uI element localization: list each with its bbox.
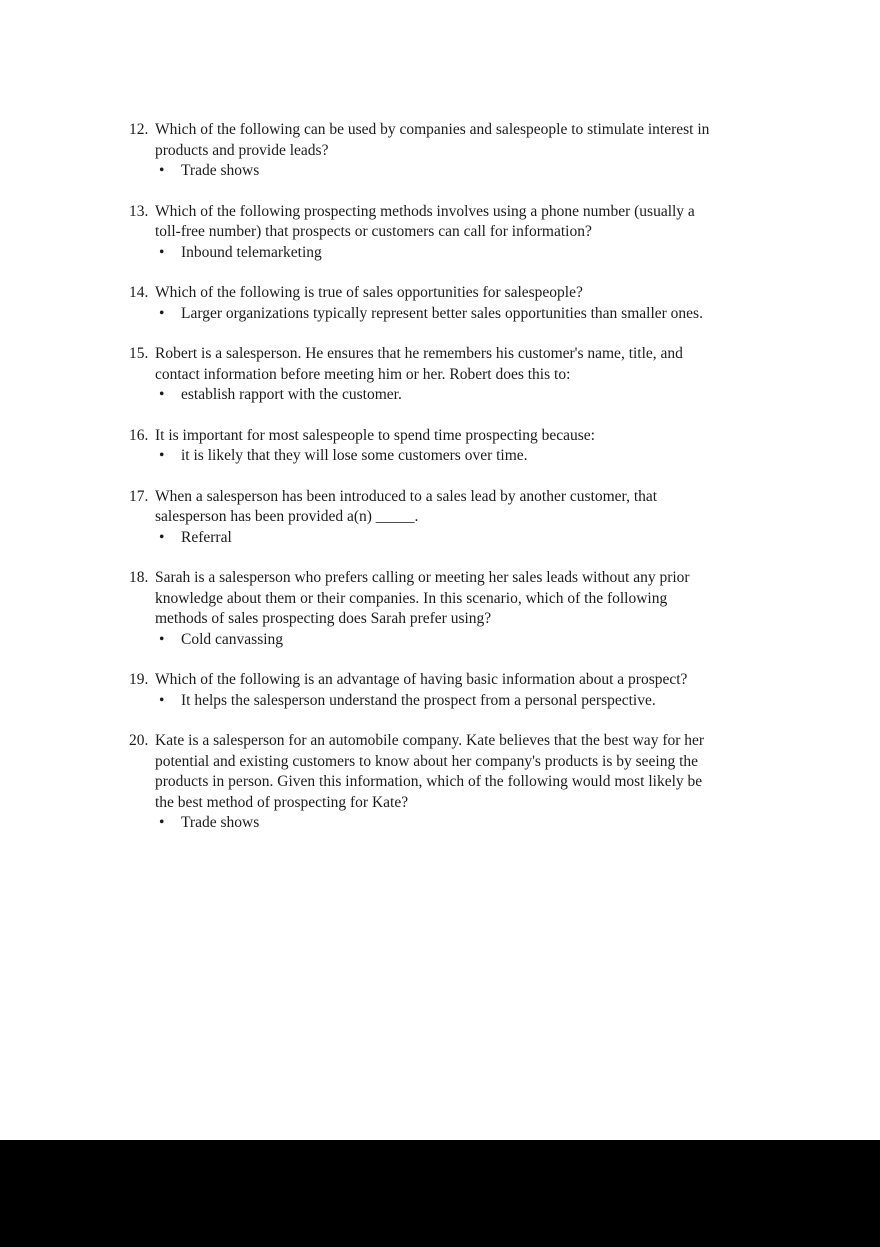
answer-list xyxy=(155,385,779,406)
question-text-line: Which of the following is an advantage of having basic information about a prospect? xyxy=(155,671,688,688)
question-number: 13. xyxy=(129,202,149,220)
question-number: 18. xyxy=(129,569,149,586)
answer-item xyxy=(155,446,779,467)
question-row xyxy=(129,120,779,182)
question-row xyxy=(129,568,779,650)
answer-text: it is likely that they will lose some customers over time. xyxy=(181,447,528,464)
answer-list xyxy=(155,813,779,834)
answer-item xyxy=(155,630,779,651)
question-text-line: products and provide leads? xyxy=(155,141,329,159)
question-text-line: When a salesperson has been introduced to a sales lead by another customer, that xyxy=(155,487,658,505)
question-text-line: potential and existing customers to know about her company's products is by seeing the xyxy=(155,752,699,770)
question-body xyxy=(155,283,779,324)
question-body xyxy=(155,426,779,467)
question-text-line: salesperson has been provided a(n) _____. xyxy=(155,508,419,525)
question-text-line: toll-free number) that prospects or customers can call for information? xyxy=(155,223,592,240)
bullet-icon: • xyxy=(159,630,165,648)
answer-list xyxy=(155,243,779,264)
answer-text: Larger organizations typically represent better sales opportunities than smaller ones. xyxy=(181,304,703,322)
question-text xyxy=(155,120,779,161)
answer-text: Referral xyxy=(181,528,232,546)
question-text-line: knowledge about them or their companies. In this scenario, which of the following xyxy=(155,589,668,607)
question-block xyxy=(129,487,779,549)
question-number: 15. xyxy=(129,345,149,362)
question-row xyxy=(129,670,779,711)
answer-item xyxy=(155,528,779,549)
question-number: 12. xyxy=(129,121,149,138)
bullet-icon: • xyxy=(159,691,165,709)
question-block xyxy=(129,568,779,650)
bullet-icon: • xyxy=(159,814,165,831)
question-text-line: methods of sales prospecting does Sarah prefer using? xyxy=(155,610,492,627)
answer-text: Inbound telemarketing xyxy=(181,243,322,261)
question-text xyxy=(155,426,779,447)
question-row xyxy=(129,344,779,406)
bullet-icon: • xyxy=(159,162,165,179)
answer-item xyxy=(155,385,779,406)
question-text xyxy=(155,344,779,385)
question-text-line: Sarah is a salesperson who prefers calling or meeting her sales leads without any prior xyxy=(155,569,690,586)
question-number: 17. xyxy=(129,487,149,505)
question-body xyxy=(155,731,779,834)
answer-list xyxy=(155,630,779,651)
question-body xyxy=(155,120,779,182)
answer-list xyxy=(155,446,779,467)
question-block xyxy=(129,120,779,182)
question-text xyxy=(155,202,779,243)
question-body xyxy=(155,487,779,549)
question-body xyxy=(155,568,779,650)
question-block xyxy=(129,344,779,406)
question-text-line: It is important for most salespeople to spend time prospecting because: xyxy=(155,426,595,444)
answer-item xyxy=(155,813,779,834)
question-text xyxy=(155,283,779,304)
question-body xyxy=(155,344,779,406)
question-body xyxy=(155,670,779,711)
bullet-icon: • xyxy=(159,447,165,464)
bullet-icon: • xyxy=(159,243,165,261)
question-row xyxy=(129,487,779,549)
answer-list xyxy=(155,304,779,325)
question-block xyxy=(129,670,779,711)
question-text-line: Kate is a salesperson for an automobile company. Kate believes that the best way for her xyxy=(155,732,705,749)
question-row xyxy=(129,426,779,467)
answer-list xyxy=(155,528,779,549)
question-block xyxy=(129,731,779,834)
answer-list xyxy=(155,161,779,182)
bottom-black-bar xyxy=(0,1140,880,1247)
question-text-line: Which of the following is true of sales opportunities for salespeople? xyxy=(155,284,583,301)
answer-list xyxy=(155,691,779,712)
question-text-line: products in person. Given this information, which of the following would most likely be xyxy=(155,773,703,790)
question-text-line: Which of the following prospecting methods involves using a phone number (usually a xyxy=(155,202,695,220)
bullet-icon: • xyxy=(159,386,165,403)
answer-text: Trade shows xyxy=(181,814,260,831)
question-block xyxy=(129,283,779,324)
question-text-line: Which of the following can be used by companies and salespeople to stimulate interest in xyxy=(155,121,710,138)
question-row xyxy=(129,731,779,834)
question-row xyxy=(129,202,779,264)
question-list xyxy=(129,120,779,854)
answer-text: Cold canvassing xyxy=(181,630,284,648)
answer-item xyxy=(155,161,779,182)
question-block xyxy=(129,426,779,467)
question-text-line: the best method of prospecting for Kate? xyxy=(155,793,409,811)
bullet-icon: • xyxy=(159,528,165,546)
question-body xyxy=(155,202,779,264)
answer-item xyxy=(155,304,779,325)
question-text-line: Robert is a salesperson. He ensures that he remembers his customer's name, title, and xyxy=(155,345,683,362)
answer-item xyxy=(155,691,779,712)
question-text-line: contact information before meeting him or her. Robert does this to: xyxy=(155,365,571,383)
question-number: 16. xyxy=(129,426,149,444)
question-text xyxy=(155,568,779,630)
question-number: 14. xyxy=(129,284,149,301)
question-text xyxy=(155,670,779,691)
answer-text: It helps the salesperson understand the prospect from a personal perspective. xyxy=(181,691,656,709)
answer-text: establish rapport with the customer. xyxy=(181,386,402,403)
question-block xyxy=(129,202,779,264)
answer-item xyxy=(155,243,779,264)
question-number: 19. xyxy=(129,671,149,688)
bullet-icon: • xyxy=(159,304,165,322)
answer-text: Trade shows xyxy=(181,162,260,179)
question-text xyxy=(155,731,779,813)
question-number: 20. xyxy=(129,732,149,749)
question-row xyxy=(129,283,779,324)
question-text xyxy=(155,487,779,528)
